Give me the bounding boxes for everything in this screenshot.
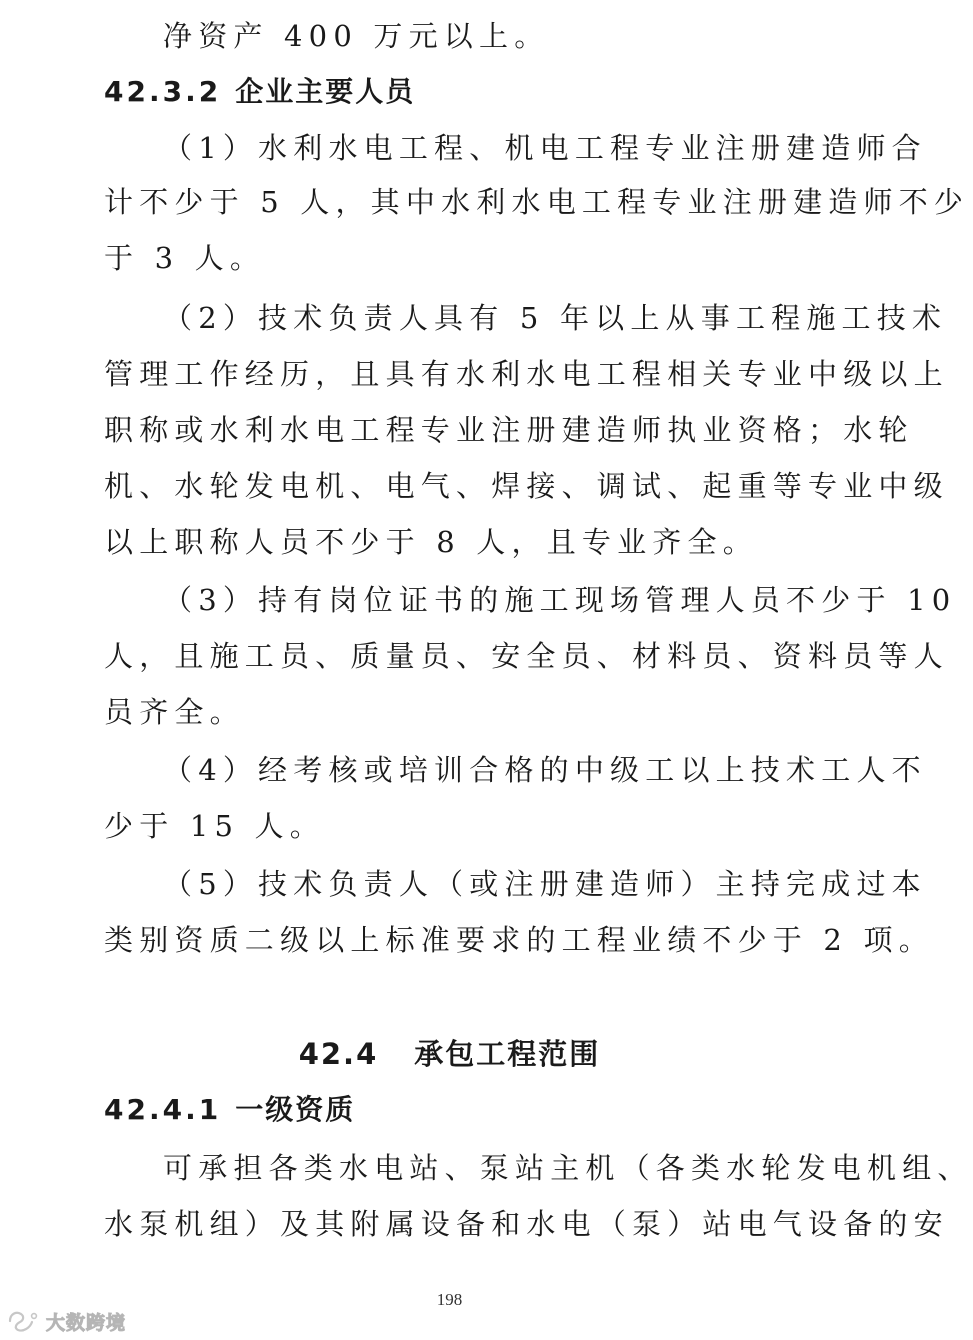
section-title: 承包工程范围 [414,1037,601,1071]
body-text-line: 员齐全。 [104,695,245,729]
body-text-line: （2）技术负责人具有 5 年以上从事工程施工技术 [163,301,948,335]
body-text-line: （1）水利水电工程、机电工程专业注册建造师合 [163,131,927,165]
section-number: 42.4 [298,1037,379,1071]
body-text-line: 机、水轮发电机、电气、焊接、调试、起重等专业中级 [104,469,949,503]
subsection-heading [104,72,415,112]
watermark-logo-icon [6,1308,40,1334]
subsection-title: 一级资质 [235,1093,356,1126]
watermark-text: 大数跨境 [46,1311,127,1334]
body-text-line: 于 3 人。 [104,241,266,275]
body-text-line: （3）持有岗位证书的施工现场管理人员不少于 10 [163,583,957,617]
body-text-line: 以上职称人员不少于 8 人，且专业齐全。 [104,525,758,559]
body-text-line: 可承担各类水电站、泵站主机（各类水轮发电机组、 [163,1151,973,1185]
subsection-title: 企业主要人员 [235,75,416,108]
body-text-line: 净资产 400 万元以上。 [163,19,550,53]
body-text-line: 计不少于 5 人，其中水利水电工程专业注册建造师不少 [104,185,970,219]
body-text-line: （5）技术负责人（或注册建造师）主持完成过本 [163,867,927,901]
subsection-number: 42.3.2 [104,75,222,108]
body-text-line: 类别资质二级以上标准要求的工程业绩不少于 2 项。 [104,923,934,957]
body-text-line: 少于 15 人。 [104,809,325,843]
section-heading [0,1034,899,1074]
subsection-heading [104,1090,355,1130]
page-number: 198 [436,1290,463,1309]
body-text-line: （4）经考核或培训合格的中级工以上技术工人不 [163,753,927,787]
body-text-line: 水泵机组）及其附属设备和水电（泵）站电气设备的安 [104,1207,949,1241]
body-text-line: 管理工作经历，且具有水利水电工程相关专业中级以上 [104,357,949,391]
watermark [6,1306,126,1336]
body-text-line: 职称或水利水电工程专业注册建造师执业资格；水轮 [104,413,914,447]
body-text-line: 人，且施工员、质量员、安全员、材料员、资料员等人 [104,639,949,673]
subsection-number: 42.4.1 [104,1093,222,1126]
